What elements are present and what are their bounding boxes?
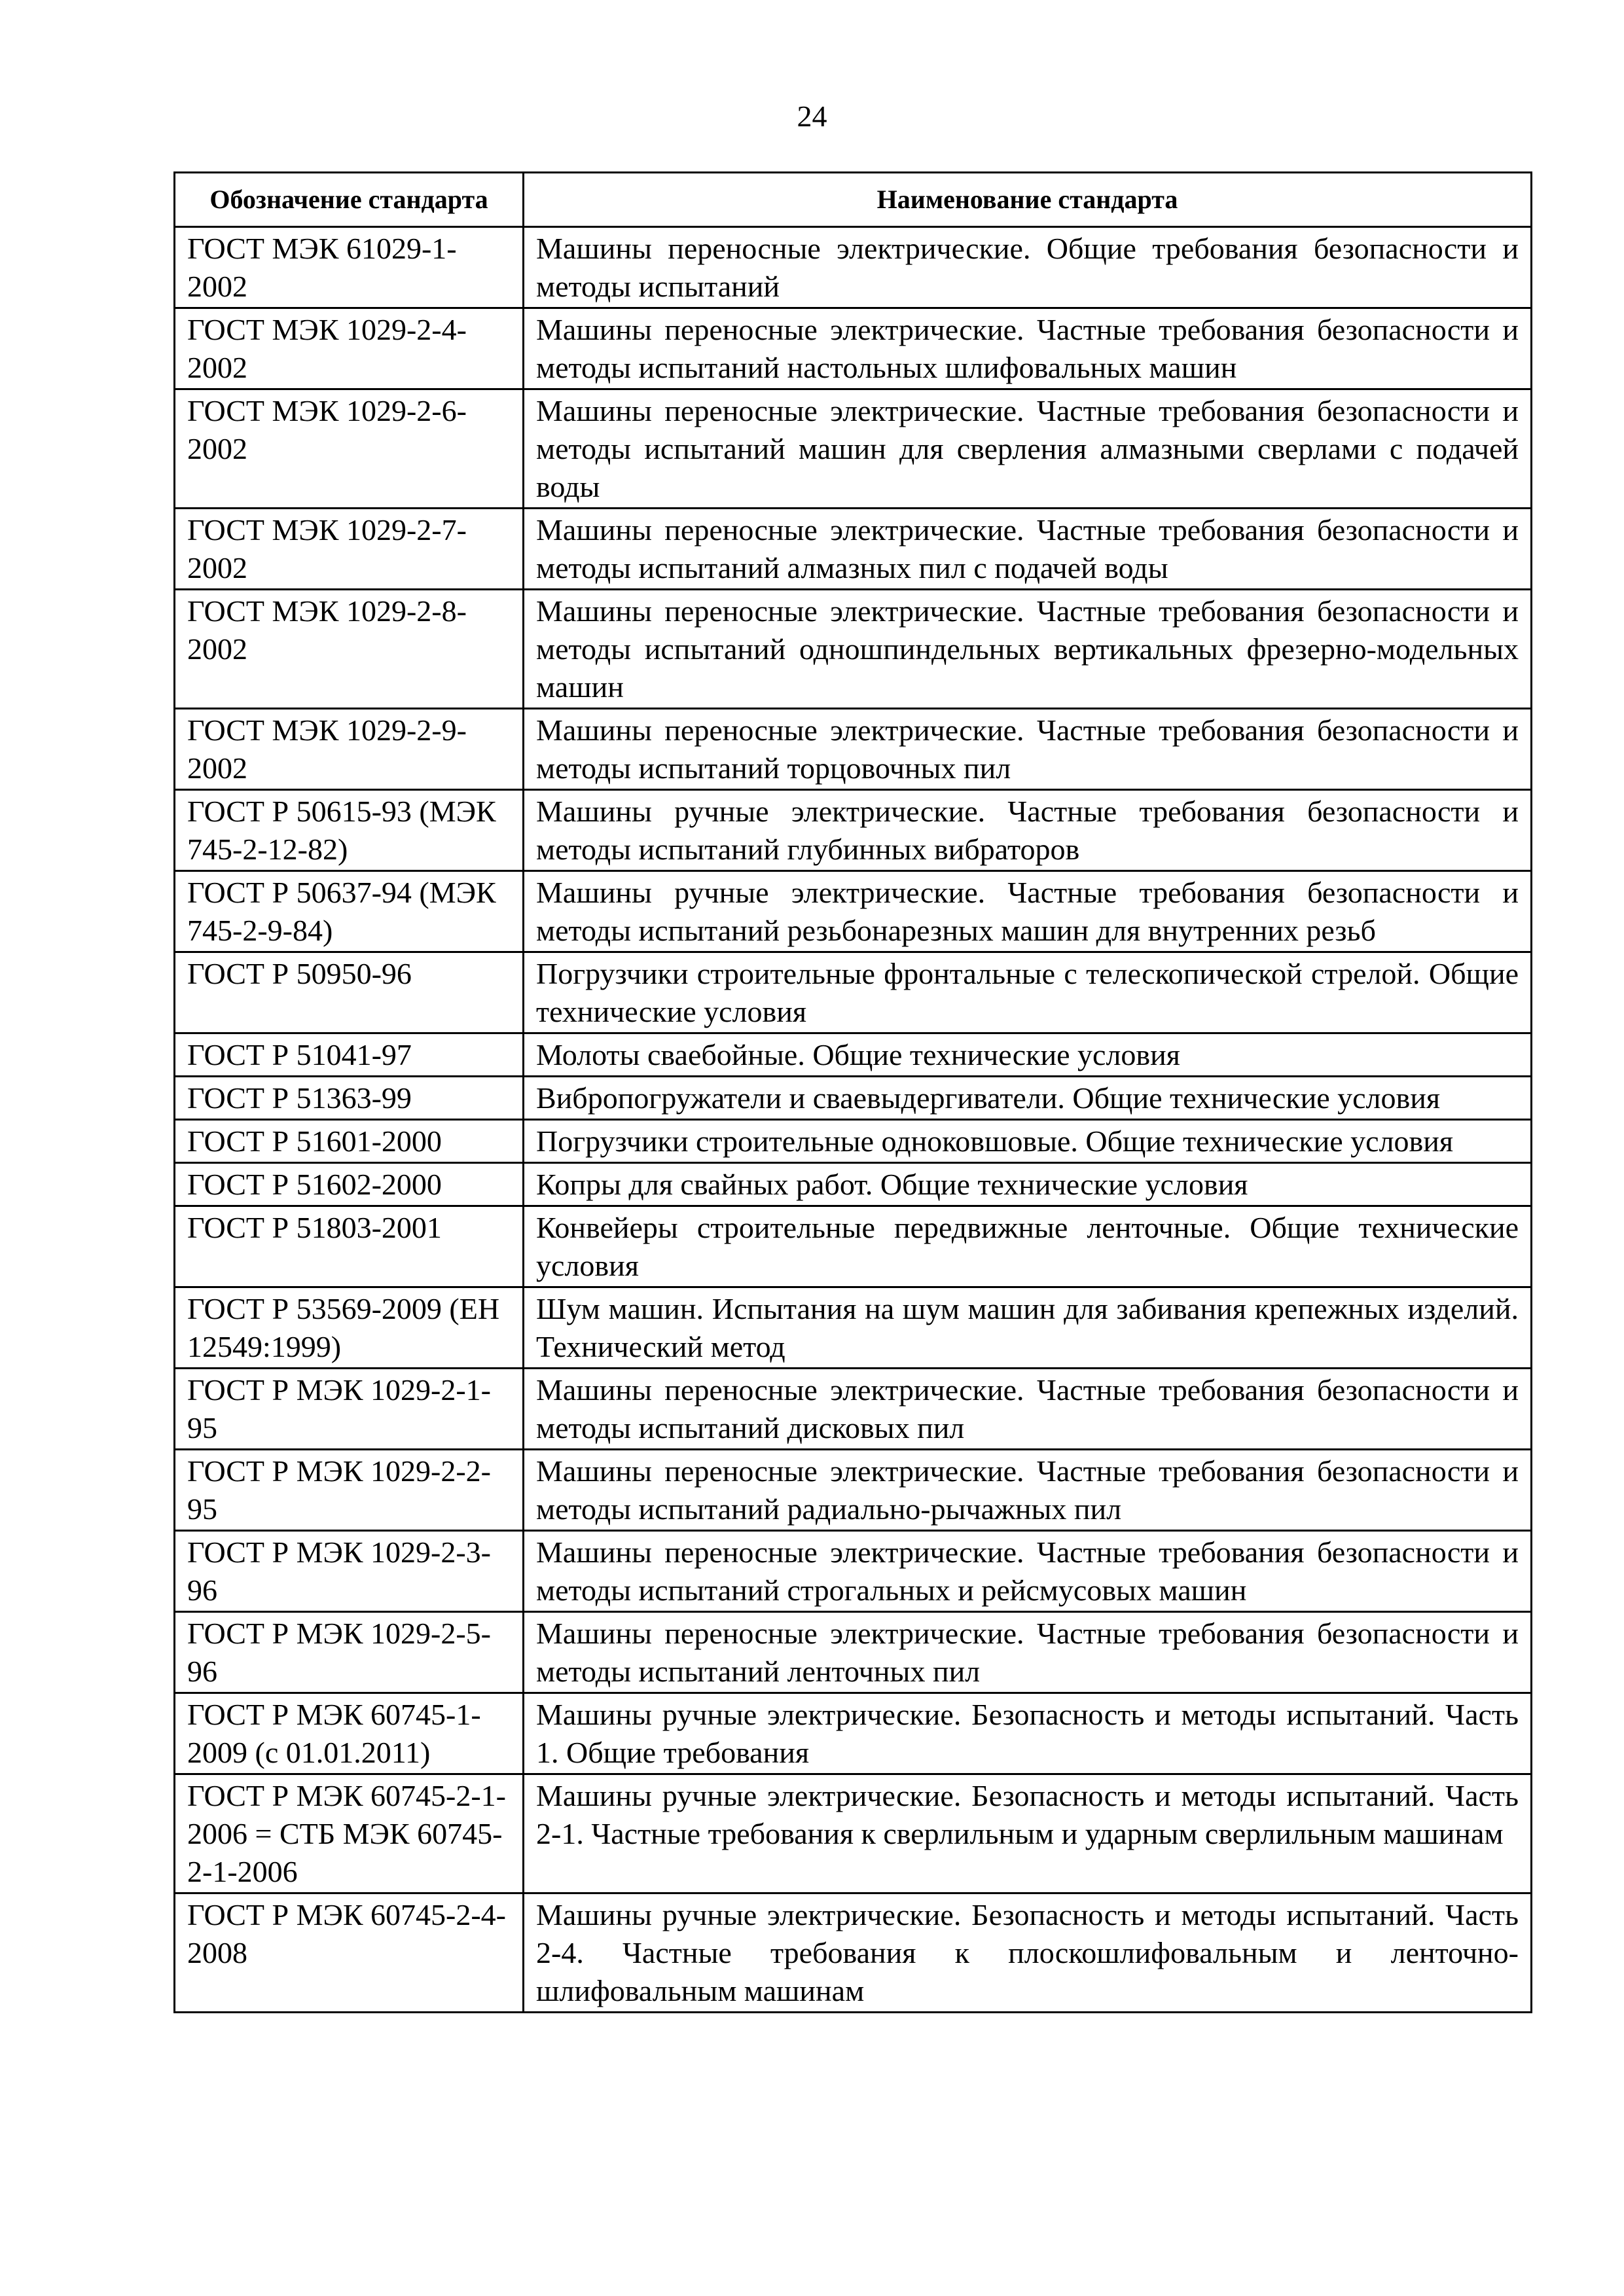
standard-name: Шум машин. Испытания на шум машин для забивания крепежных изделий. Технический метод: [524, 1287, 1532, 1369]
table-row: [175, 1287, 1532, 1369]
standard-designation: ГОСТ Р 51041-97: [175, 1033, 524, 1077]
table-row: [175, 1369, 1532, 1450]
table-row: [175, 1120, 1532, 1163]
table-row: [175, 308, 1532, 389]
standard-designation: ГОСТ МЭК 1029-2-7-2002: [175, 509, 524, 590]
standard-designation: ГОСТ МЭК 1029-2-4-2002: [175, 308, 524, 389]
standard-designation: ГОСТ Р 51601-2000: [175, 1120, 524, 1163]
table-row: [175, 1206, 1532, 1287]
page-number: 24: [797, 99, 827, 133]
standard-name: Машины переносные электрические. Частные требования безопасности и методы испытаний машин для сверления алмазными сверлами с подачей воды: [524, 389, 1532, 509]
standard-designation: ГОСТ Р МЭК 1029-2-2-95: [175, 1450, 524, 1531]
table-row: [175, 1693, 1532, 1774]
standard-name: Машины переносные электрические. Частные требования безопасности и методы испытаний радиально-рычажных пил: [524, 1450, 1532, 1531]
table-row: [175, 1893, 1532, 2013]
standard-designation: ГОСТ Р МЭК 1029-2-5-96: [175, 1612, 524, 1693]
table-row: [175, 1612, 1532, 1693]
standard-name: Машины переносные электрические. Частные требования безопасности и методы испытаний дисковых пил: [524, 1369, 1532, 1450]
table-row: [175, 1033, 1532, 1077]
standard-designation: ГОСТ Р МЭК 60745-2-1-2006 = СТБ МЭК 60745-2-1-2006: [175, 1774, 524, 1893]
standard-name: Машины ручные электрические. Безопасность и методы испытаний. Часть 1. Общие требования: [524, 1693, 1532, 1774]
standard-name: Машины переносные электрические. Частные требования безопасности и методы испытаний ленточных пил: [524, 1612, 1532, 1693]
standard-name: Машины переносные электрические. Частные требования безопасности и методы испытаний одношпиндельных вертикальных фрезерно-модельных машин: [524, 590, 1532, 709]
standard-designation: ГОСТ МЭК 1029-2-9-2002: [175, 709, 524, 790]
standard-designation: ГОСТ МЭК 1029-2-8-2002: [175, 590, 524, 709]
table-row: [175, 227, 1532, 308]
standard-designation: ГОСТ Р 50950-96: [175, 952, 524, 1033]
standard-name: Машины переносные электрические. Частные требования безопасности и методы испытаний торцовочных пил: [524, 709, 1532, 790]
standard-name: Машины переносные электрические. Общие требования безопасности и методы испытаний: [524, 227, 1532, 308]
table-row: [175, 509, 1532, 590]
table-row: [175, 1531, 1532, 1612]
table-row: [175, 871, 1532, 952]
table-row: [175, 1163, 1532, 1206]
standard-name: Машины переносные электрические. Частные требования безопасности и методы испытаний строгальных и рейсмусовых машин: [524, 1531, 1532, 1612]
table-row: [175, 1450, 1532, 1531]
table-header-row: [175, 173, 1532, 227]
standard-designation: ГОСТ Р МЭК 60745-2-4-2008: [175, 1893, 524, 2013]
standard-name: Машины переносные электрические. Частные требования безопасности и методы испытаний настольных шлифовальных машин: [524, 308, 1532, 389]
standard-designation: ГОСТ Р МЭК 1029-2-1-95: [175, 1369, 524, 1450]
standard-designation: ГОСТ Р 51602-2000: [175, 1163, 524, 1206]
table-row: [175, 389, 1532, 509]
table-row: [175, 790, 1532, 871]
standard-designation: ГОСТ МЭК 1029-2-6-2002: [175, 389, 524, 509]
standard-name: Машины ручные электрические. Безопасность и методы испытаний. Часть 2-1. Частные требования к сверлильным и ударным сверлильным машинам: [524, 1774, 1532, 1893]
table-row: [175, 1774, 1532, 1893]
table-row: [175, 709, 1532, 790]
standard-designation: ГОСТ Р 51803-2001: [175, 1206, 524, 1287]
standard-name: Машины переносные электрические. Частные требования безопасности и методы испытаний алмазных пил с подачей воды: [524, 509, 1532, 590]
standard-name: Конвейеры строительные передвижные ленточные. Общие технические условия: [524, 1206, 1532, 1287]
standard-designation: ГОСТ Р 50615-93 (МЭК 745-2-12-82): [175, 790, 524, 871]
table-row: [175, 1077, 1532, 1120]
standard-designation: ГОСТ Р 51363-99: [175, 1077, 524, 1120]
standard-name: Копры для свайных работ. Общие технические условия: [524, 1163, 1532, 1206]
standard-designation: ГОСТ Р МЭК 1029-2-3-96: [175, 1531, 524, 1612]
standard-name: Машины ручные электрические. Частные требования безопасности и методы испытаний глубинных вибраторов: [524, 790, 1532, 871]
standard-designation: ГОСТ Р 53569-2009 (ЕН 12549:1999): [175, 1287, 524, 1369]
standard-designation: ГОСТ Р 50637-94 (МЭК 745-2-9-84): [175, 871, 524, 952]
table-row: [175, 590, 1532, 709]
table-row: [175, 952, 1532, 1033]
standards-table: [173, 171, 1532, 2013]
header-name: Наименование стандарта: [524, 173, 1532, 227]
table-body: [175, 227, 1532, 2013]
standard-designation: ГОСТ Р МЭК 60745-1-2009 (с 01.01.2011): [175, 1693, 524, 1774]
standard-name: Молоты сваебойные. Общие технические условия: [524, 1033, 1532, 1077]
standard-name: Погрузчики строительные фронтальные с телескопической стрелой. Общие технические условия: [524, 952, 1532, 1033]
standard-name: Погрузчики строительные одноковшовые. Общие технические условия: [524, 1120, 1532, 1163]
header-designation: Обозначение стандарта: [175, 173, 524, 227]
standard-name: Машины ручные электрические. Частные требования безопасности и методы испытаний резьбонарезных машин для внутренних резьб: [524, 871, 1532, 952]
standard-name: Машины ручные электрические. Безопасность и методы испытаний. Часть 2-4. Частные требования к плоскошлифовальным и ленточно-шлифовальным машинам: [524, 1893, 1532, 2013]
standard-name: Вибропогружатели и сваевыдергиватели. Общие технические условия: [524, 1077, 1532, 1120]
standard-designation: ГОСТ МЭК 61029-1-2002: [175, 227, 524, 308]
